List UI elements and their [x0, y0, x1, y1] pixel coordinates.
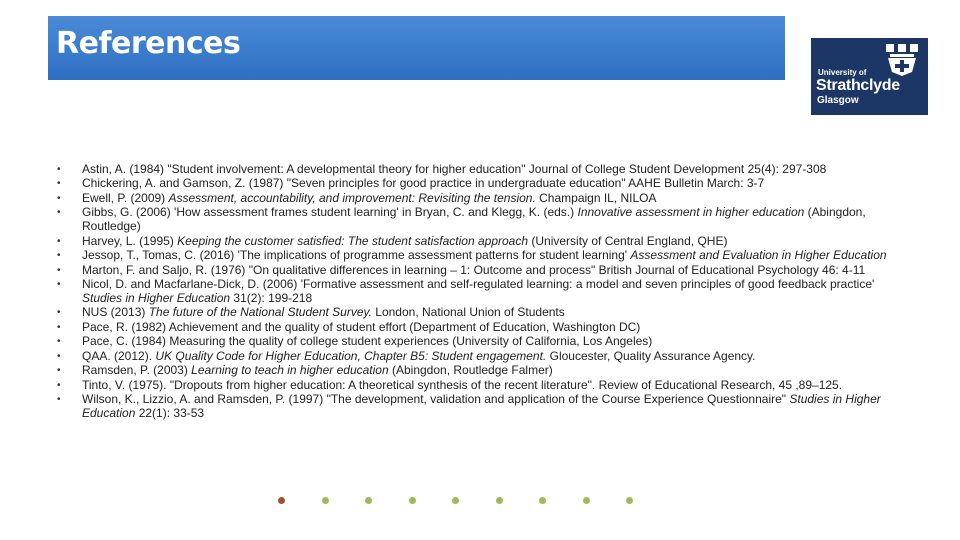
- reference-item: [56, 264, 908, 278]
- reference-text: 22(1): 33-53: [135, 406, 205, 421]
- reference-italic-title: Studies in Higher Education: [82, 290, 231, 305]
- reference-item: [56, 249, 908, 263]
- reference-text: (University of Central England, QHE): [528, 233, 728, 248]
- page-title: References: [56, 26, 241, 61]
- logo-text-university-of: University of: [818, 68, 867, 77]
- reference-item: [56, 206, 908, 234]
- reference-item: [56, 350, 908, 364]
- reference-text: NUS (2013): [82, 305, 149, 320]
- reference-italic-title: Keeping the customer satisfied: The student satisfaction approach: [177, 233, 529, 248]
- reference-text: Chickering, A. and Gamson, Z. (1987) "Seven principles for good practice in undergraduate education" AAHE Bulletin March: 3-7: [82, 176, 765, 191]
- reference-text: Wilson, K., Lizzio, A. and Ramsden, P. (1997) "The development, validation and application of the Course Experience Questionnaire": [82, 392, 790, 407]
- reference-item: [56, 306, 908, 320]
- reference-italic-title: Learning to teach in higher education: [191, 363, 389, 378]
- reference-text: (Abingdon, Routledge Falmer): [388, 363, 553, 378]
- reference-item: [56, 192, 908, 206]
- reference-text: (Abingdon, Routledge): [82, 205, 866, 234]
- reference-item: [56, 379, 908, 393]
- reference-item: [56, 364, 908, 378]
- reference-text: Ewell, P. (2009): [82, 190, 169, 205]
- reference-text: London, National Union of Students: [371, 305, 565, 320]
- pager-dot[interactable]: [539, 497, 546, 504]
- reference-text: Marton, F. and Saljo, R. (1976) "On qualitative differences in learning – 1: Outcome and process" British Journal of Educational Psychology 46: 4-11: [82, 262, 866, 277]
- reference-text: QAA. (2012).: [82, 348, 156, 363]
- university-logo: [811, 38, 928, 115]
- reference-text: Jessop, T., Tomas, C. (2016) 'The implications of programme assessment patterns for student learning': [82, 248, 631, 263]
- title-banner: [48, 16, 785, 80]
- reference-italic-title: Assessment, accountability, and improvement: Revisiting the tension.: [168, 190, 536, 205]
- reference-italic-title: Innovative assessment in higher education: [577, 205, 805, 220]
- pager-dot[interactable]: [583, 497, 590, 504]
- reference-text: Nicol, D. and Macfarlane-Dick, D. (2006) 'Formative assessment and self-regulated learning: a model and seven principles of good feedback practice': [82, 277, 875, 292]
- pager-dot[interactable]: [452, 497, 459, 504]
- reference-text: Pace, C. (1984) Measuring the quality of college student experiences (University of California, Los Angeles): [82, 334, 653, 349]
- reference-text: Ramsden, P. (2003): [82, 363, 192, 378]
- pager-dot[interactable]: [409, 497, 416, 504]
- reference-item: [56, 177, 908, 191]
- reference-text: Tinto, V. (1975). "Dropouts from higher education: A theoretical synthesis of the recent literature". Review of Educational Research, 45 ,89–125.: [82, 377, 843, 392]
- pager-dot[interactable]: [496, 497, 503, 504]
- reference-item: [56, 393, 908, 421]
- reference-text: Harvey, L. (1995): [82, 233, 178, 248]
- pager-dot[interactable]: [322, 497, 329, 504]
- reference-item: [56, 163, 908, 177]
- reference-item: [56, 235, 908, 249]
- reference-italic-title: Assessment and Evaluation in Higher Education: [630, 248, 887, 263]
- reference-item: [56, 335, 908, 349]
- reference-text: Pace, R. (1982) Achievement and the quality of student effort (Department of Education, Washington DC): [82, 319, 641, 334]
- reference-item: [56, 278, 908, 306]
- reference-text: Gibbs, G. (2006) 'How assessment frames student learning' in Bryan, C. and Klegg, K. (eds.): [82, 205, 578, 220]
- reference-text: Champaign IL, NILOA: [535, 190, 657, 205]
- reference-text: 31(2): 199-218: [230, 290, 313, 305]
- pager-dot[interactable]: [278, 497, 285, 504]
- reference-italic-title: UK Quality Code for Higher Education, Chapter B5: Student engagement.: [155, 348, 547, 363]
- reference-text: Gloucester, Quality Assurance Agency.: [546, 348, 756, 363]
- slide-pager: [0, 497, 960, 509]
- reference-text: Astin, A. (1984) "Student involvement: A developmental theory for higher education" Journal of College Student Development 25(4): 297-308: [82, 162, 827, 176]
- pager-dot[interactable]: [626, 497, 633, 504]
- reference-list: [56, 163, 908, 422]
- logo-text-glasgow: Glasgow: [817, 95, 859, 106]
- reference-item: [56, 321, 908, 335]
- logo-text-strathclyde: Strathclyde: [816, 77, 900, 94]
- reference-italic-title: The future of the National Student Survey.: [148, 305, 372, 320]
- pager-dot[interactable]: [365, 497, 372, 504]
- reference-italic-title: Studies in Higher Education: [82, 392, 881, 421]
